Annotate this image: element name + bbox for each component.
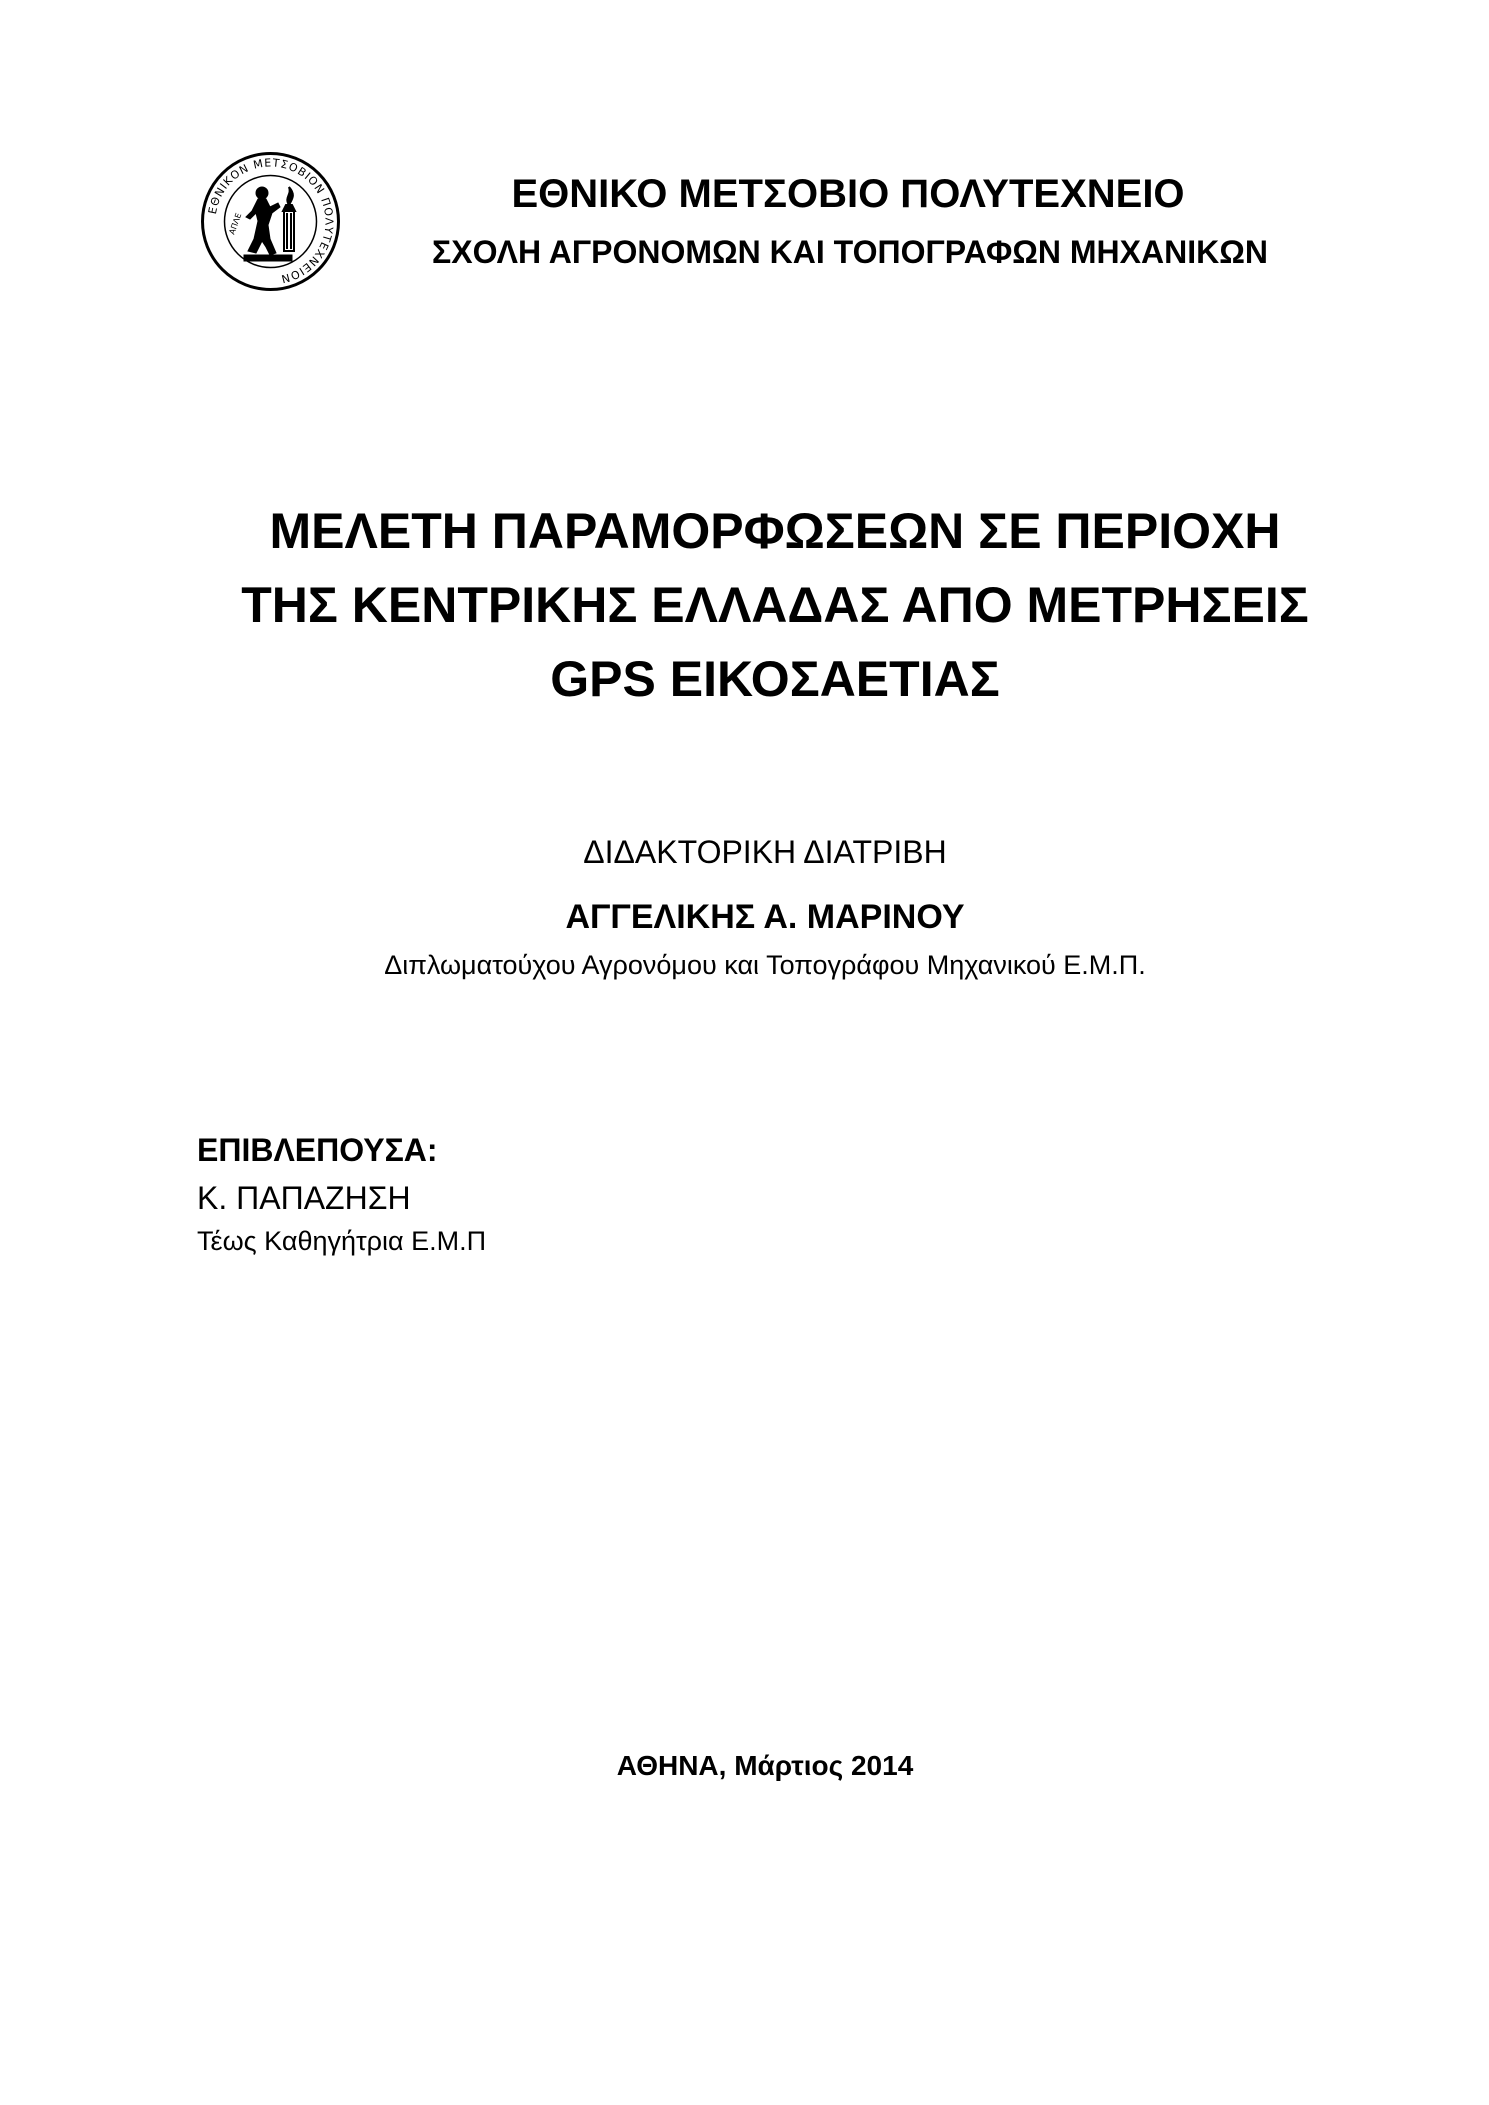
supervisor-title: Τέως Καθηγήτρια Ε.Μ.Π: [197, 1226, 487, 1256]
thesis-title-line: ΤΗΣ ΚΕΝΤΡΙΚΗΣ ΕΛΛΑΔΑΣ ΑΠΟ ΜΕΤΡΗΣΕΙΣ: [241, 577, 1309, 633]
supervisor-name: Κ. ΠΑΠΑΖΗΣΗ: [197, 1180, 411, 1216]
thesis-title-line: GPS ΕΙΚΟΣΑΕΤΙΑΣ: [550, 651, 1000, 707]
svg-text:ΕΘΝΙΚΟΝ ΜΕΤΣΟΒΙΟΝ ΠΟΛΥΤΕΧΝΕΙΟΝ: ΕΘΝΙΚΟΝ ΜΕΤΣΟΒΙΟΝ ΠΟΛΥΤΕΧΝΕΙΟΝ: [205, 156, 336, 286]
thesis-type: ΔΙΔΑΚΤΟΡΙΚΗ ΔΙΑΤΡΙΒΗ: [583, 834, 947, 870]
author-name: ΑΓΓΕΛΙΚΗΣ Α. ΜΑΡΙΝΟΥ: [565, 898, 965, 936]
university-seal-logo: [200, 151, 341, 292]
place-date: ΑΘΗΝΑ, Μάρτιος 2014: [616, 1750, 914, 1781]
school-name: ΣΧΟΛΗ ΑΓΡΟΝΟΜΩΝ ΚΑΙ ΤΟΠΟΓΡΑΦΩΝ ΜΗΧΑΝΙΚΩΝ: [432, 234, 1268, 270]
thesis-title: [140, 494, 1410, 716]
author-description: Διπλωματούχου Αγρονόμου και Τοπογράφου Μηχανικού Ε.Μ.Π.: [384, 950, 1146, 980]
thesis-title-line: ΜΕΛΕΤΗ ΠΑΡΑΜΟΡΦΩΣΕΩΝ ΣΕ ΠΕΡΙΟΧΗ: [269, 503, 1281, 559]
seal-emblem-icon: [200, 151, 341, 292]
svg-text:ΑΠΛΕ: ΑΠΛΕ: [227, 211, 244, 236]
supervisor-label: ΕΠΙΒΛΕΠΟΥΣΑ:: [197, 1132, 438, 1168]
institution-name: ΕΘΝΙΚΟ ΜΕΤΣΟΒΙΟ ΠΟΛΥΤΕΧΝΕΙΟ: [511, 172, 1185, 216]
